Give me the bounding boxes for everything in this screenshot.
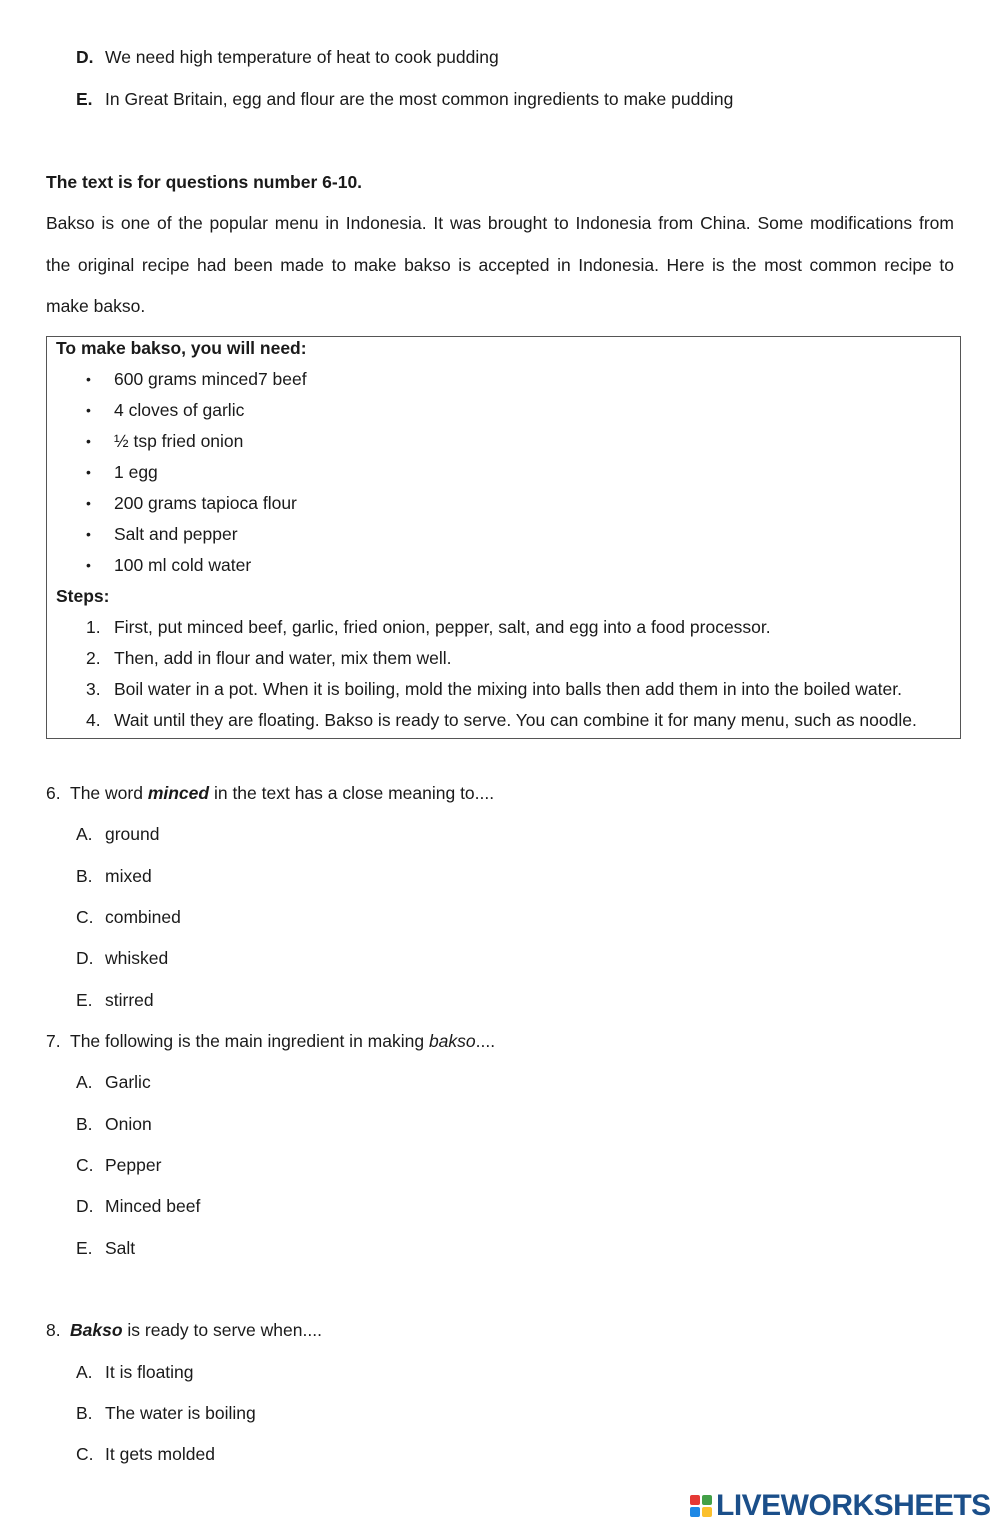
step-text-4: Wait until they are floating. Bakso is ready to serve. You can combine it for many menu, such as noodle. [114,710,917,730]
step-number-1: 1. [86,617,101,637]
ingredient-5: 200 grams tapioca flour [114,493,297,513]
q6-option-a[interactable]: ground [105,824,160,844]
q7-prompt [70,1030,495,1052]
q6-option-letter-a: A. [76,824,93,844]
q6-option-letter-c: C. [76,907,94,927]
passage-heading: The text is for questions number 6-10. [46,172,363,192]
q6-option-b[interactable]: mixed [105,866,152,886]
passage-line-3: make bakso. [46,296,146,316]
logo-square-4 [702,1507,712,1517]
option-letter-d: D. [76,47,94,67]
q7-option-letter-d: D. [76,1196,94,1216]
q8-option-a[interactable]: It is floating [105,1362,194,1382]
option-text-e: In Great Britain, egg and flour are the most common ingredients to make pudding [105,89,734,109]
step-number-4: 4. [86,710,101,730]
q6-option-c[interactable]: combined [105,907,181,927]
q7-option-e[interactable]: Salt [105,1238,136,1258]
ingredient-7: 100 ml cold water [114,555,252,575]
logo-square-3 [690,1507,700,1517]
q6-prompt-post: in the text has a close meaning to.... [209,783,495,803]
q7-option-b[interactable]: Onion [105,1114,152,1134]
step-text-1: First, put minced beef, garlic, fried onion, pepper, salt, and egg into a food processor. [114,617,771,637]
passage-line-2: the original recipe had been made to make bakso is accepted in Indonesia. Here is the most common recipe to [46,255,954,275]
q6-option-letter-b: B. [76,866,93,886]
ingredients-heading: To make bakso, you will need: [56,338,307,358]
bullet-4: • [86,464,91,480]
q7-option-c[interactable]: Pepper [105,1155,162,1175]
q8-prompt-post: is ready to serve when.... [122,1320,322,1340]
logo-square-1 [690,1495,700,1505]
q7-option-letter-e: E. [76,1238,93,1258]
ingredient-1: 600 grams minced7 beef [114,369,307,389]
ingredient-2: 4 cloves of garlic [114,400,245,420]
logo-square-2 [702,1495,712,1505]
step-text-2: Then, add in flour and water, mix them well. [114,648,452,668]
q6-prompt [70,782,494,804]
q7-option-letter-c: C. [76,1155,94,1175]
bullet-2: • [86,402,91,418]
ingredient-4: 1 egg [114,462,158,482]
q8-number: 8. [46,1320,61,1340]
q7-prompt-post: .... [475,1031,496,1051]
q8-option-b[interactable]: The water is boiling [105,1403,256,1423]
q7-prompt-pre: The following is the main ingredient in making [70,1031,429,1051]
q7-option-d[interactable]: Minced beef [105,1196,201,1216]
q8-option-letter-b: B. [76,1403,93,1423]
q8-option-letter-c: C. [76,1444,94,1464]
option-text-d: We need high temperature of heat to cook pudding [105,47,499,67]
bullet-6: • [86,526,91,542]
liveworksheets-logo [690,1489,991,1523]
q7-prompt-emph: bakso [428,1031,476,1051]
bullet-5: • [86,495,91,511]
bullet-1: • [86,371,91,387]
q6-option-d[interactable]: whisked [105,948,169,968]
q6-option-e[interactable]: stirred [105,990,154,1010]
q7-option-a[interactable]: Garlic [105,1072,151,1092]
step-text-3: Boil water in a pot. When it is boiling, mold the mixing into balls then add them in into the boiled water. [114,679,902,699]
step-number-2: 2. [86,648,101,668]
step-number-3: 3. [86,679,101,699]
q8-prompt-emph: Bakso [70,1320,123,1340]
liveworksheets-logo-icon [690,1495,712,1517]
liveworksheets-logo-text: LIVEWORKSHEETS [716,1489,991,1522]
q7-option-letter-a: A. [76,1072,93,1092]
bullet-7: • [86,557,91,573]
q6-option-letter-d: D. [76,948,94,968]
q8-option-letter-a: A. [76,1362,93,1382]
passage-line-1: Bakso is one of the popular menu in Indonesia. It was brought to Indonesia from China. Some modifications from [46,213,954,233]
q6-prompt-emph: minced [147,783,210,803]
bullet-3: • [86,433,91,449]
q7-option-letter-b: B. [76,1114,93,1134]
ingredient-6: Salt and pepper [114,524,238,544]
q8-option-c[interactable]: It gets molded [105,1444,215,1464]
q6-number: 6. [46,783,61,803]
q8-prompt [70,1319,322,1341]
q7-number: 7. [46,1031,61,1051]
q6-prompt-pre: The word [70,783,148,803]
q6-option-letter-e: E. [76,990,93,1010]
steps-heading: Steps: [56,586,110,606]
ingredient-3: ½ tsp fried onion [114,431,244,451]
option-letter-e: E. [76,89,93,109]
